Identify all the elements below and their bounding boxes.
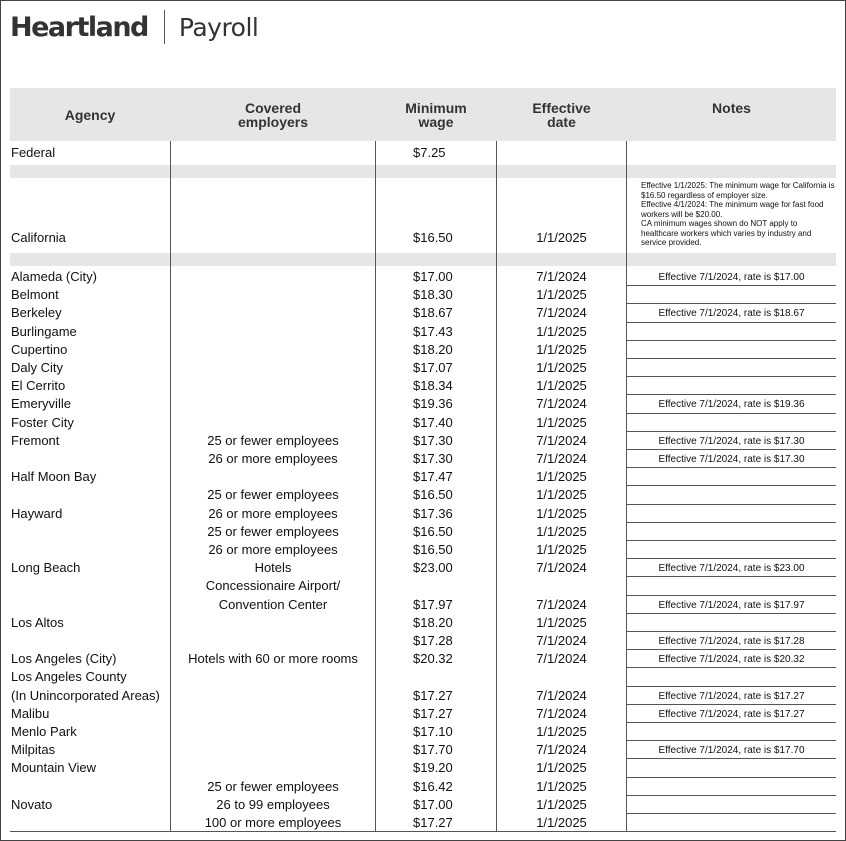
header-effective-line1: Effective	[532, 99, 591, 116]
row-agency: Los Altos	[11, 614, 64, 630]
row-covered-employers: 25 or fewer employees	[207, 432, 339, 448]
row-minimum-wage: $18.67	[413, 305, 453, 321]
row-divider	[627, 704, 836, 705]
header-covered-line2: employers	[237, 113, 309, 130]
row-divider	[627, 303, 836, 304]
row-divider	[627, 722, 836, 723]
row-divider	[627, 394, 836, 395]
row-covered-employers: 25 or fewer employees	[207, 778, 339, 794]
row-divider	[627, 576, 836, 577]
row-minimum-wage: $17.30	[413, 432, 453, 448]
row-agency: Alameda (City)	[11, 269, 97, 284]
row-covered-employers: 26 or more employees	[208, 542, 338, 557]
row-agency: Half Moon Bay	[11, 469, 97, 485]
row-divider	[627, 613, 836, 614]
brand-divider	[164, 10, 165, 44]
row-agency: Fremont	[11, 432, 60, 448]
row-note: Effective 7/1/2024, rate is $17.30	[658, 454, 805, 465]
row-effective-date: 7/1/2024	[536, 633, 587, 648]
row-effective-date: 1/1/2025	[536, 523, 587, 539]
row-effective-date: 1/1/2025	[536, 287, 587, 303]
row-minimum-wage: $23.00	[413, 560, 453, 576]
column-divider	[375, 141, 376, 832]
row-effective-date: 1/1/2025	[536, 505, 587, 521]
brand-header	[10, 10, 258, 44]
row-covered-employers: 25 or fewer employees	[207, 487, 339, 503]
column-divider	[170, 141, 171, 832]
row-note: Effective 7/1/2024, rate is $17.27	[658, 690, 805, 702]
row-divider	[627, 813, 836, 814]
column-divider	[626, 141, 627, 832]
header-covered-employers	[171, 88, 375, 141]
row-covered-employers: Hotels	[254, 560, 292, 576]
row-minimum-wage: $17.00	[413, 796, 453, 812]
row-effective-date: 1/1/2025	[536, 378, 587, 394]
row-minimum-wage: $17.30	[413, 451, 453, 466]
row-divider	[627, 649, 836, 650]
row-effective-date: 1/1/2025	[536, 414, 587, 430]
row-covered-employers: 26 or more employees	[208, 505, 338, 521]
row-divider	[627, 449, 836, 450]
row-effective-date: 1/1/2025	[536, 542, 587, 557]
row-agency: Berkeley	[11, 305, 62, 321]
row-agency: Mountain View	[11, 760, 97, 776]
row-divider	[627, 322, 836, 323]
header-minimum-wage	[376, 88, 496, 141]
row-minimum-wage: $17.27	[413, 687, 453, 703]
row-agency: Hayward	[11, 505, 63, 521]
row-agency: El Cerrito	[11, 378, 66, 394]
federal-wage: $7.25	[413, 145, 446, 160]
row-minimum-wage: $18.30	[413, 287, 453, 303]
row-effective-date: 1/1/2025	[536, 760, 587, 776]
row-note: Effective 7/1/2024, rate is $17.97	[658, 599, 805, 611]
row-covered-employers: 100 or more employees	[204, 815, 342, 830]
row-divider	[627, 358, 836, 359]
row-note: Effective 7/1/2024, rate is $19.36	[658, 399, 805, 411]
row-effective-date: 1/1/2025	[536, 360, 587, 375]
row-agency: (In Unincorporated Areas)	[11, 687, 160, 703]
california-agency: California	[11, 230, 66, 245]
california-wage: $16.50	[413, 230, 453, 245]
row-effective-date: 7/1/2024	[536, 305, 587, 321]
row-effective-date: 1/1/2025	[536, 469, 587, 485]
header-minimum-line2: wage	[418, 113, 454, 130]
row-covered-employers: Hotels with 60 or more rooms	[188, 651, 358, 667]
row-effective-date: 7/1/2024	[536, 651, 587, 667]
row-effective-date: 7/1/2024	[536, 705, 587, 721]
row-effective-date: 7/1/2024	[536, 687, 587, 703]
row-divider	[627, 376, 836, 377]
row-agency: Foster City	[11, 414, 74, 430]
header-notes-label: Notes	[712, 100, 751, 116]
row-divider	[627, 686, 836, 687]
brand-product: Payroll	[178, 12, 259, 42]
row-divider	[627, 758, 836, 759]
row-effective-date: 1/1/2025	[536, 724, 587, 739]
table-bottom-line	[10, 831, 836, 832]
row-agency: Burlingame	[11, 323, 77, 339]
row-effective-date: 7/1/2024	[536, 451, 587, 466]
row-minimum-wage: $17.28	[413, 633, 453, 648]
california-note-line: CA minimum wages shown do NOT apply to healthcare workers which varies by industry and service provided.	[641, 219, 812, 247]
row-effective-date: 1/1/2025	[536, 815, 587, 830]
row-note: Effective 7/1/2024, rate is $23.00	[658, 563, 805, 575]
row-agency: Menlo Park	[11, 724, 77, 739]
row-agency: Emeryville	[11, 396, 71, 412]
header-agency-label: Agency	[64, 106, 116, 123]
row-divider	[627, 777, 836, 778]
section-separator-band	[10, 165, 836, 178]
row-minimum-wage: $19.36	[413, 396, 453, 412]
row-note: Effective 7/1/2024, rate is $17.28	[658, 636, 805, 647]
row-divider	[627, 431, 836, 432]
row-divider	[627, 467, 836, 468]
row-minimum-wage: $17.10	[413, 724, 453, 739]
row-note: Effective 7/1/2024, rate is $18.67	[658, 308, 805, 320]
row-divider	[627, 595, 836, 596]
header-effective-line2: date	[547, 113, 576, 130]
row-minimum-wage: $20.32	[413, 651, 453, 667]
row-effective-date: 7/1/2024	[536, 560, 587, 576]
row-agency: Los Angeles County	[11, 669, 127, 685]
row-minimum-wage: $17.07	[413, 360, 453, 375]
row-note: Effective 7/1/2024, rate is $17.30	[658, 435, 805, 447]
row-agency: Cupertino	[11, 341, 68, 357]
row-covered-employers: 26 or more employees	[208, 451, 338, 466]
row-minimum-wage: $17.70	[413, 742, 453, 758]
row-minimum-wage: $18.34	[413, 378, 453, 394]
row-covered-employers: 26 to 99 employees	[216, 796, 330, 812]
row-agency: Novato	[11, 796, 53, 812]
row-effective-date: 7/1/2024	[536, 269, 587, 284]
header-notes	[627, 88, 836, 141]
row-divider	[627, 667, 836, 668]
row-note: Effective 7/1/2024, rate is $17.00	[658, 272, 805, 283]
header-effective-date	[497, 88, 626, 141]
row-effective-date: 1/1/2025	[536, 323, 587, 339]
row-agency: Daly City	[11, 360, 64, 375]
row-agency: Milpitas	[11, 742, 56, 758]
row-note: Effective 7/1/2024, rate is $17.27	[658, 708, 805, 720]
california-note-line: Effective 1/1/2025: The minimum wage for California is $16.50 regardless of employer size.	[641, 181, 835, 200]
california-date: 1/1/2025	[536, 230, 587, 245]
row-divider	[627, 504, 836, 505]
row-agency: Malibu	[11, 705, 50, 721]
row-covered-employers: Concessionaire Airport/	[205, 578, 341, 594]
row-covered-employers: 25 or fewer employees	[207, 523, 339, 539]
row-minimum-wage: $17.00	[413, 269, 453, 284]
row-divider	[627, 485, 836, 486]
row-minimum-wage: $16.50	[413, 523, 453, 539]
brand-logo: Heartland	[10, 11, 148, 43]
row-divider	[627, 285, 836, 286]
row-effective-date: 1/1/2025	[536, 341, 587, 357]
row-minimum-wage: $17.27	[413, 815, 453, 830]
header-minimum-line1: Minimum	[405, 99, 467, 116]
section-separator-band	[10, 253, 836, 266]
federal-agency: Federal	[11, 145, 56, 160]
row-minimum-wage: $18.20	[413, 614, 453, 630]
row-effective-date: 7/1/2024	[536, 596, 587, 612]
row-divider	[627, 558, 836, 559]
row-minimum-wage: $16.50	[413, 542, 453, 557]
row-note: Effective 7/1/2024, rate is $20.32	[658, 654, 805, 666]
row-effective-date: 7/1/2024	[536, 432, 587, 448]
row-divider	[627, 740, 836, 741]
california-note-line: Effective 4/1/2024: The minimum wage for fast food workers will be $20.00.	[641, 200, 824, 219]
california-notes	[641, 181, 836, 248]
row-divider	[627, 795, 836, 796]
row-minimum-wage: $18.20	[413, 341, 453, 357]
row-agency: Los Angeles (City)	[11, 651, 117, 667]
column-divider	[496, 141, 497, 832]
row-divider	[627, 413, 836, 414]
row-effective-date: 7/1/2024	[536, 396, 587, 412]
row-effective-date: 1/1/2025	[536, 614, 587, 630]
row-divider	[627, 631, 836, 632]
row-agency: Belmont	[11, 287, 59, 303]
row-effective-date: 1/1/2025	[536, 487, 587, 503]
header-agency	[10, 88, 170, 141]
row-minimum-wage: $19.20	[413, 760, 453, 776]
row-covered-employers: Convention Center	[218, 596, 328, 612]
row-note: Effective 7/1/2024, rate is $17.70	[658, 745, 805, 757]
row-minimum-wage: $17.97	[413, 596, 453, 612]
row-minimum-wage: $17.47	[413, 469, 453, 485]
row-agency: Long Beach	[11, 560, 81, 576]
row-divider	[627, 522, 836, 523]
row-minimum-wage: $17.27	[413, 705, 453, 721]
row-divider	[627, 540, 836, 541]
row-minimum-wage: $16.42	[413, 778, 453, 794]
row-minimum-wage: $17.36	[413, 505, 453, 521]
row-divider	[627, 340, 836, 341]
row-effective-date: 1/1/2025	[536, 796, 587, 812]
row-minimum-wage: $17.43	[413, 323, 453, 339]
header-covered-line1: Covered	[244, 99, 301, 116]
row-effective-date: 7/1/2024	[536, 742, 587, 758]
row-effective-date: 1/1/2025	[536, 778, 587, 794]
row-minimum-wage: $16.50	[413, 487, 453, 503]
row-minimum-wage: $17.40	[413, 414, 453, 430]
